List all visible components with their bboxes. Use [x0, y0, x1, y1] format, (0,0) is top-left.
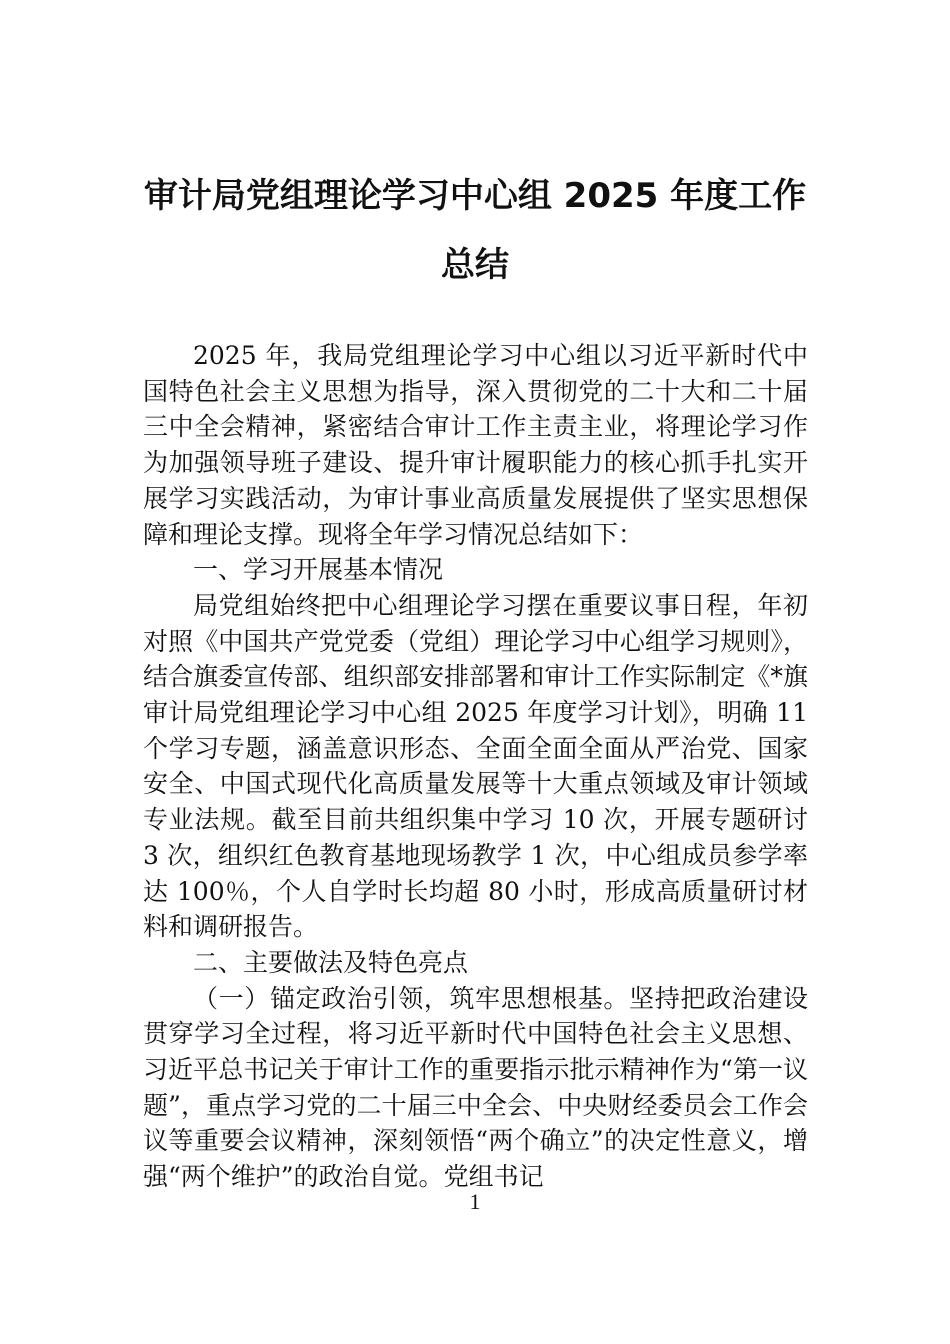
- section-heading-1: 一、学习开展基本情况: [193, 555, 444, 585]
- section-heading-2: 二、主要做法及特色亮点: [193, 947, 469, 977]
- body-paragraph: （一）锚定政治引领，筑牢思想根基。坚持把政治建设贯穿学习全过程，将习近平新时代中国特色社会主义思想、习近平总书记关于审计工作的重要指示批示精神作为“第一议题”，重点学习党的二十届三中全会、中央财经委员会工作会议等重要会议精神，深刻领悟“两个确立”的决定性意义，增强“两个维护”的政治自觉。党组书记: [143, 983, 808, 1192]
- page-number: 1: [469, 1189, 481, 1214]
- document-body: [143, 338, 808, 1195]
- document-title-line-2: 总结: [441, 245, 509, 285]
- intro-paragraph: 2025 年，我局党组理论学习中心组以习近平新时代中国特色社会主义思想为指导，深入贯彻党的二十大和二十届三中全会精神，紧密结合审计工作主责主业，将理论学习作为加强领导班子建设、提升审计履职能力的核心抓手扎实开展学习实践活动，为审计事业高质量发展提供了坚实思想保障和理论支撑。现将全年学习情况总结如下：: [143, 341, 808, 549]
- document-title-line-1: 审计局党组理论学习中心组 2025 年度工作: [143, 176, 807, 216]
- body-paragraph: 局党组始终把中心组理论学习摆在重要议事日程，年初对照《中国共产党党委（党组）理论学习中心组学习规则》，结合旗委宣传部、组织部安排部署和审计工作实际制定《*旗审计局党组理论学习中心组 2025 年度学习计划》，明确 11 个学习专题，涵盖意识形态、全面全面全面从严治党、国家安全、中国式现代化高质量发展等十大重点领域及审计领域专业法规。截至目前共组织集中学习 10 次，开展专题研讨 3 次，组织红色教育基地现场教学 1 次，中心组成员参学率达 100％，个人自学时长均超 80 小时，形成高质量研讨材料和调研报告。: [143, 590, 808, 942]
